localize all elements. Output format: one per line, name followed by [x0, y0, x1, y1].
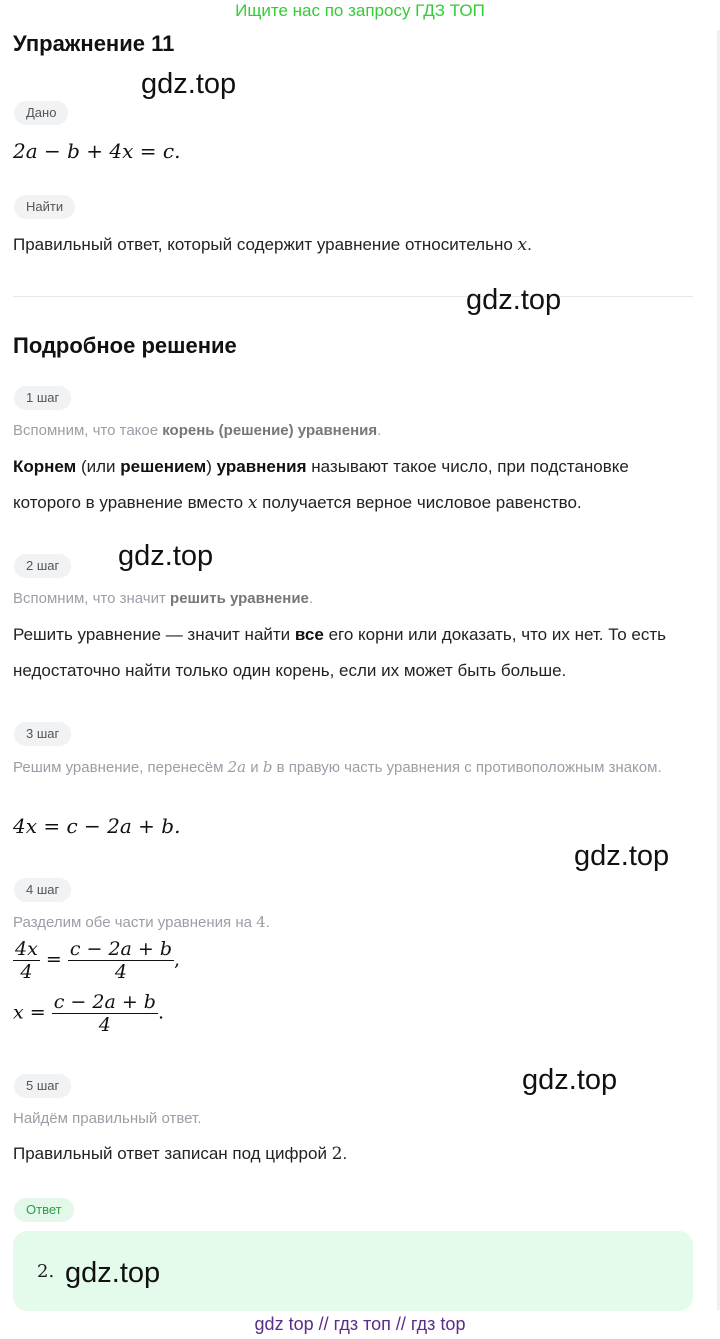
watermark: gdz.top — [574, 840, 670, 872]
step-1-body: Корнем (или решением) уравнения называют такое число, при подстановке которого в уравнение вместо x получается верное числовое равенство. — [13, 457, 629, 513]
find-text: Правильный ответ, который содержит уравнение относительно x. — [13, 235, 532, 255]
step-2-label: 2 шаг — [14, 554, 71, 578]
step-4-equation-2: x = $\frac{c - 2a + b}{4}$ . — [13, 991, 164, 1036]
step-1-label: 1 шаг — [14, 386, 71, 410]
watermark: gdz.top — [522, 1064, 618, 1096]
page-title: Упражнение 11 — [13, 31, 175, 56]
step-5-label: 5 шаг — [14, 1074, 71, 1098]
step-5-text: Правильный ответ записан под цифрой 2. — [13, 1144, 348, 1164]
step-3-label: 3 шаг — [14, 722, 71, 746]
step-4-equation-1: $\frac{4x}{4}$ = $\frac{c - 2a + b}{4}$ , — [15, 938, 181, 983]
step-4-hint: Разделим обе части уравнения на 4. — [13, 913, 270, 931]
step-4-label: 4 шаг — [14, 878, 71, 902]
answer-box — [13, 1231, 693, 1311]
watermark: gdz.top — [141, 68, 237, 100]
solution-title: Подробное решение — [13, 333, 237, 358]
step-2-body: Решить уравнение — значит найти все его корни или доказать, что их нет. То есть недостаточно найти только один корень, если их может быть больше. — [13, 625, 667, 680]
given-equation: 2a − b + 4x = c. — [13, 139, 181, 163]
top-banner: Ищите нас по запросу ГДЗ ТОП — [235, 1, 485, 20]
step-3-equation: 4x = c − 2a + b. — [13, 814, 181, 838]
given-label: Дано — [14, 101, 68, 125]
watermark: gdz.top — [466, 284, 562, 316]
find-label: Найти — [14, 195, 75, 219]
watermark: gdz.top — [65, 1257, 161, 1289]
step-1-hint: Вспомним, что такое корень (решение) уравнения. — [13, 422, 382, 439]
watermark: gdz.top — [118, 540, 214, 572]
step-2-hint: Вспомним, что значит решить уравнение. — [13, 590, 314, 607]
step-3-hint: Решим уравнение, перенесём 2a и b в правую часть уравнения с противоположным знаком. — [13, 758, 662, 776]
divider — [13, 296, 693, 297]
answer-value: 2. — [37, 1261, 55, 1282]
step-5-hint: Найдём правильный ответ. — [13, 1110, 202, 1127]
answer-label: Ответ — [14, 1198, 74, 1222]
footer-links[interactable]: gdz top // гдз топ // гдз top — [254, 1314, 466, 1334]
